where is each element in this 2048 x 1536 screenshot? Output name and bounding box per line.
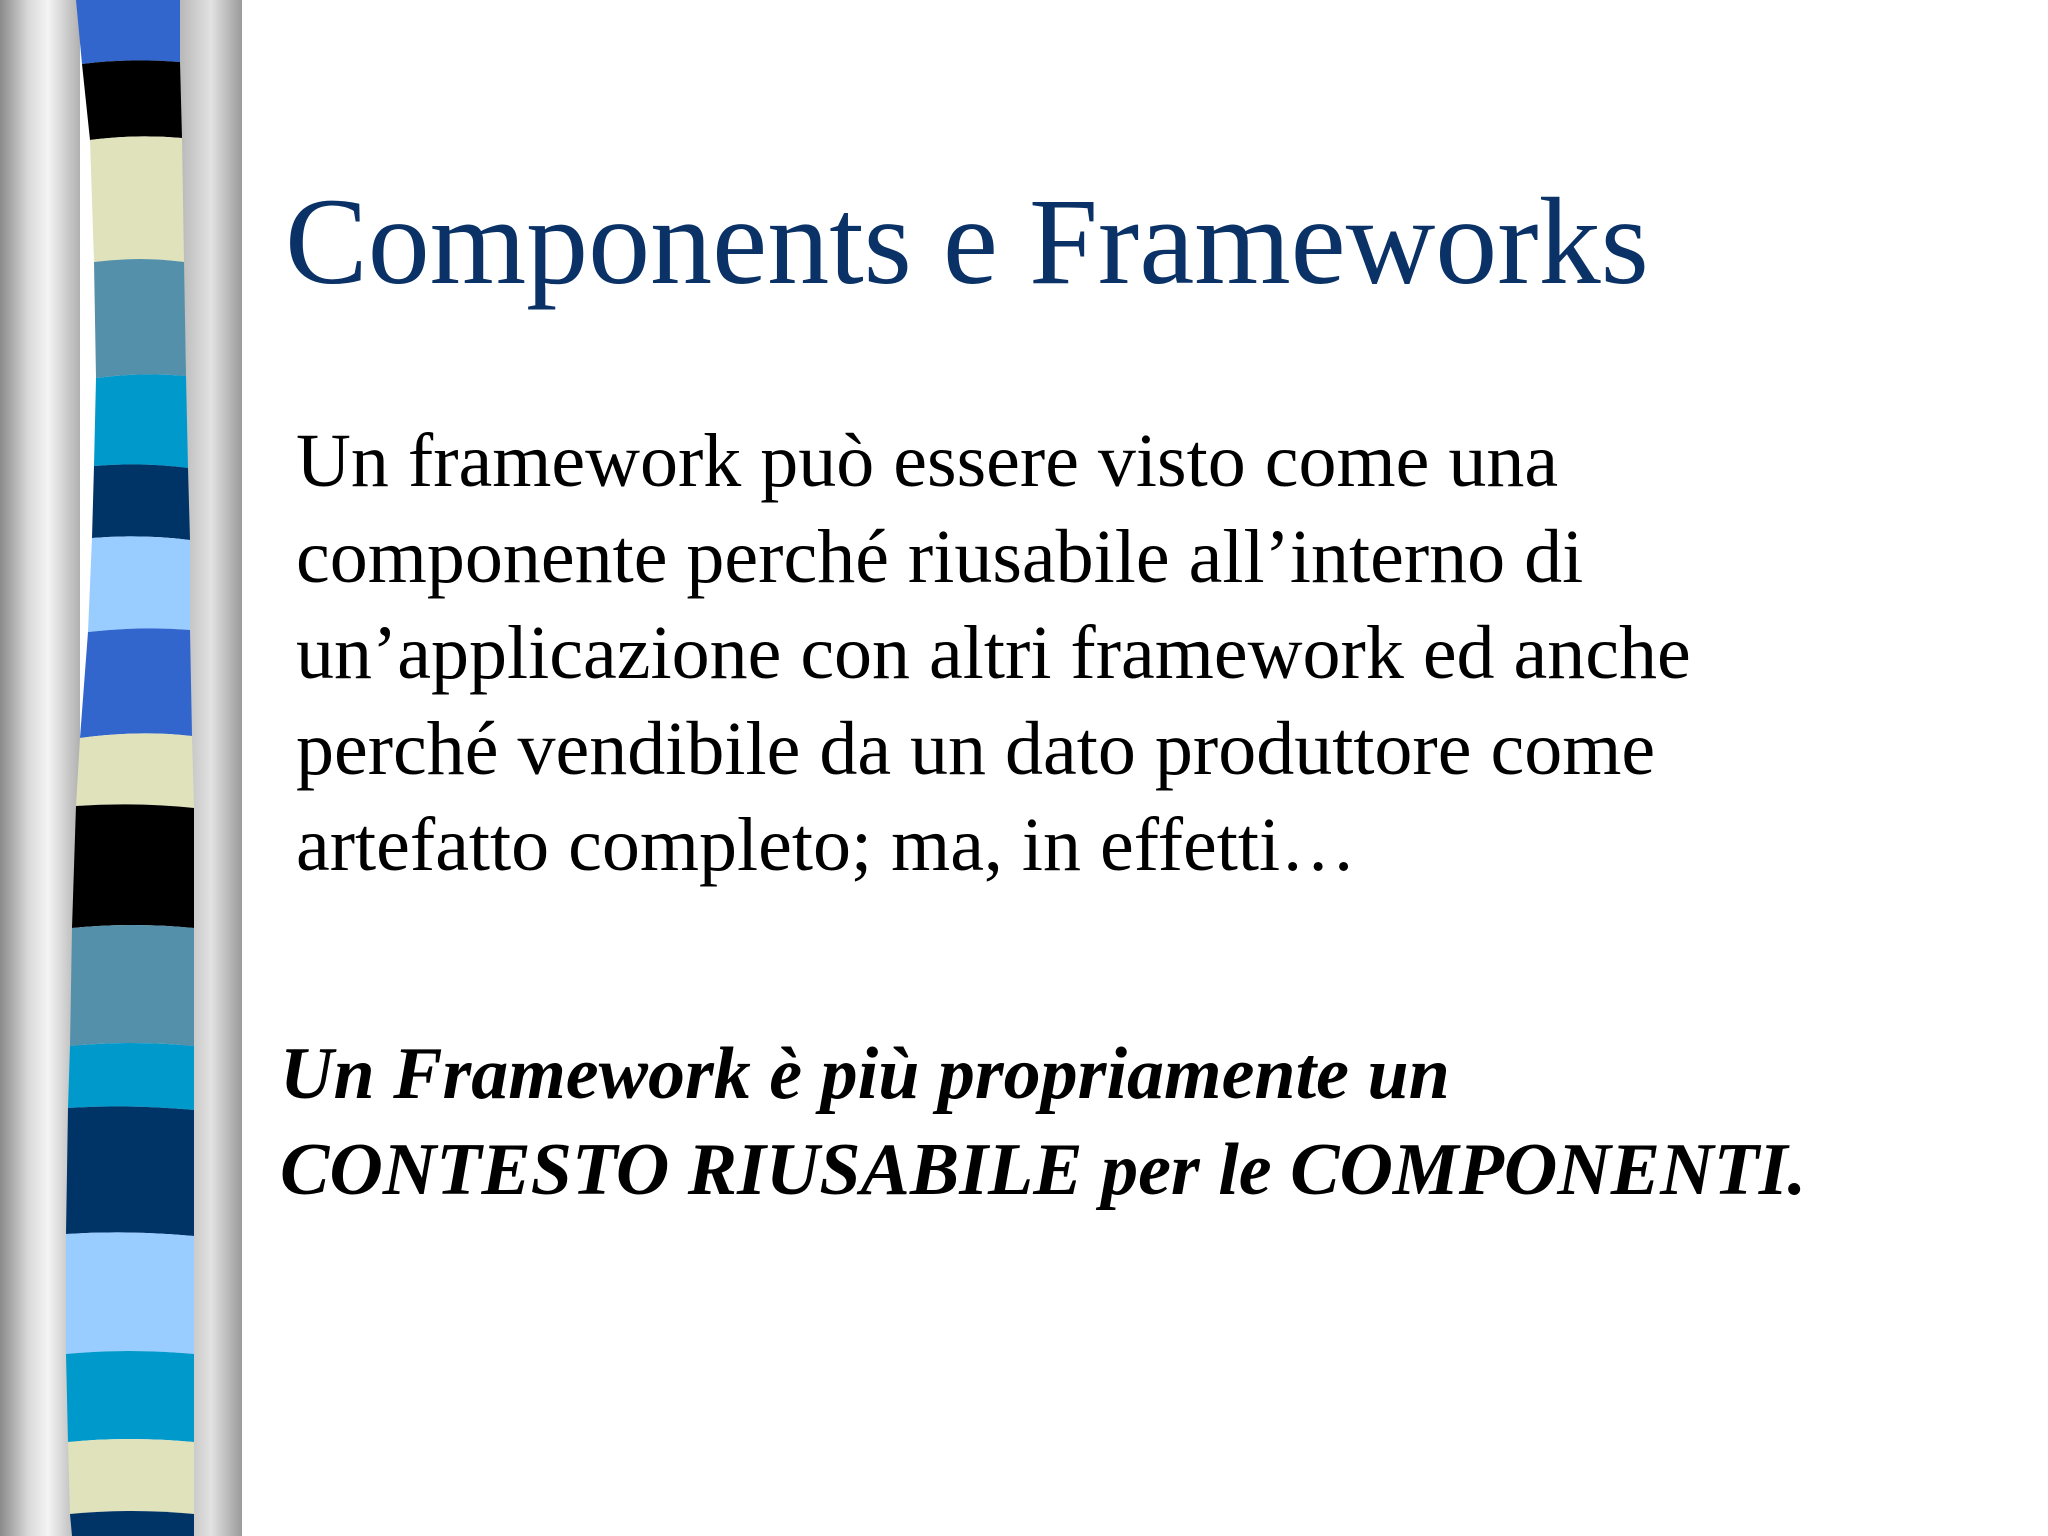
body-line: un’applicazione con altri framework ed anche [296, 611, 1691, 695]
emphasis-line: Un Framework è più propriamente un [280, 1033, 1450, 1115]
body-line: perché vendibile da un dato produttore come [296, 707, 1656, 791]
body-line: Un framework può essere visto come una [296, 419, 1559, 503]
emphasis-line: CONTESTO RIUSABILE per le COMPONENTI. [280, 1129, 1807, 1211]
body-paragraph [296, 413, 2016, 893]
slide-title: Components e Frameworks [285, 173, 1649, 310]
stripe-pattern-graphic [0, 0, 242, 1536]
emphasis-statement [280, 1026, 2020, 1218]
body-line: componente perché riusabile all’interno di [296, 515, 1584, 599]
decorative-side-stripes [0, 0, 242, 1536]
body-line: artefatto completo; ma, in effetti… [296, 803, 1357, 887]
